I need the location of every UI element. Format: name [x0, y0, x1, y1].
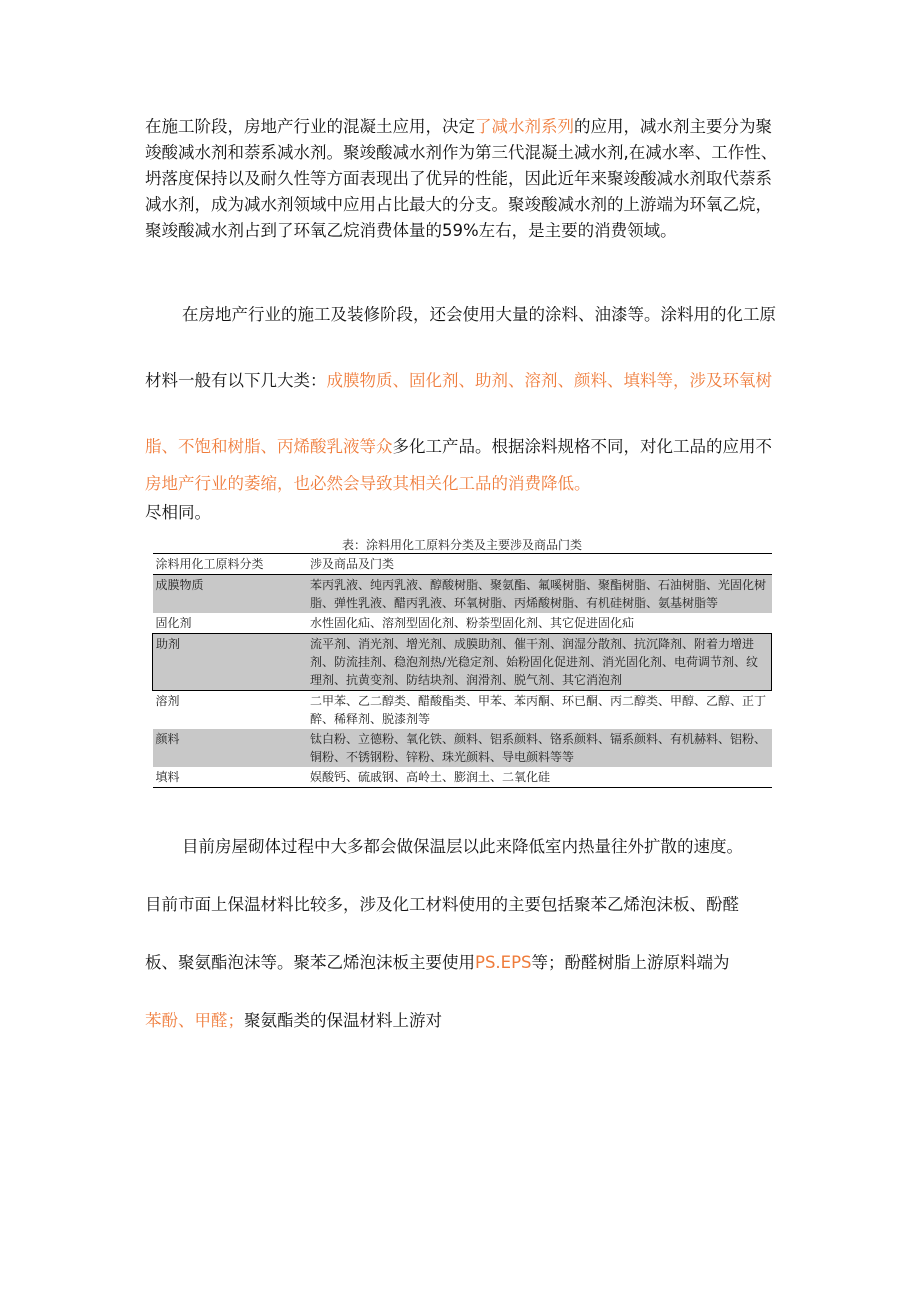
row-items: 苯丙乳液、纯丙乳液、醇酸树脂、聚氨酯、氟嗘树脂、聚酯树脂、石油树脂、光固化树脂、弹性乳液、醋丙乳液、环氧树脂、丙烯酸树脂、有机硅树脂、氨基树脂等 [307, 575, 772, 614]
row-items: 水性固化疝、溶剂型固化剂、粉荼型固化剂、其它促进固化疝 [310, 616, 635, 630]
p4-text-b: 等；酚醛树脂上游原料端为 [531, 953, 730, 972]
p1-text-b: 的应用，减水剂主要分为聚竣酸减水剂和萘系减水剂。聚竣酸减水剂作为第三代混凝土减水剂,在减水率、工作性、坍落度保持以及耐久性等方面表现出了优异的性能，因此近年来聚竣酸减水剂取代萘系减水剂，成为减水剂领域中应用占比最大的分支。聚竣酸减水剂的上游端为环氧乙烷，聚竣酸减水剂占到了环氧乙烷消费体量的59%左右，是主要的消费领域。 [145, 117, 778, 240]
table-row [153, 634, 772, 691]
p1-highlight: 了减水剂系列 [475, 117, 574, 136]
paragraph-water-reducer [145, 114, 785, 244]
table-header-row [153, 554, 772, 575]
table-row [153, 613, 772, 634]
row-category: 固化剂 [155, 616, 192, 630]
table-row [153, 575, 772, 614]
paragraph-conclusion: 房地产行业的萎缩，也必然会导致其相关化工品的消费降低。 [145, 474, 591, 493]
table-row [153, 767, 772, 788]
paragraph-coatings [145, 282, 785, 546]
row-items: 钛白粉、立德粉、氧化铁、颜料、铝系颜料、铬系颜料、镉系颜料、有机赫料、铝粉、铜粉、不锈钢粉、锌粉、珠光颜料、导电颜料等等 [307, 729, 772, 767]
p4-text-c: 聚氨酯类的保温材料上游对 [244, 1011, 442, 1030]
p4-highlight-phenol: 苯酚、甲醛； [145, 1011, 244, 1030]
row-items: 流平剂、消光剂、增光剂、成膜助剂、催干剂、润湿分散剂、抗沉降剂、附着力增进剂、防流挂剂、稳泡剂热/光稳定剂、始粉固化促进剂、消光固化剂、电荷调节剂、纹理剂、抗黄变剂、防结块剂、润滑剂、脱气剂、其它消泡剂 [307, 634, 772, 691]
coating-materials-table [152, 553, 772, 788]
row-category: 填料 [153, 767, 308, 788]
p4-highlight-ps-eps: PS.EPS [475, 953, 532, 972]
row-category: 成膜物质 [153, 575, 308, 614]
p2-text-b: 多化工产品。根据涂料规格不同，对化工品的应用不尽相同。 [145, 437, 772, 522]
row-category: 颜料 [153, 729, 308, 767]
table-row [153, 691, 772, 730]
row-category: 溶剂 [155, 694, 180, 708]
paragraph-insulation [145, 818, 745, 1050]
table-row [153, 729, 772, 767]
p1-text-a: 在施工阶段，房地产行业的混凝土应用，决定 [145, 117, 475, 136]
row-category: 助剂 [153, 634, 308, 691]
header-category: 涂料用化工原料分类 [153, 554, 308, 575]
header-items: 涉及商品及门类 [307, 554, 772, 575]
p2-text-a: 在房地产行业的施工及装修阶段，还会使用大量的涂料、油漆等。涂料用的化工原材料一般有以下几大类： [145, 305, 776, 390]
row-items: 娱酸钙、硫戚钢、高岭土、膨润土、二氧化硅 [307, 767, 772, 788]
table-caption: 表：涂料用化工原料分类及主要涉及商品门类 [341, 538, 582, 552]
p2-highlight: 成膜物质、固化剂、助剂、溶剂、颜料、填料等，涉及环氧树脂、不饱和树脂、丙烯酸乳液等众 [145, 371, 772, 456]
p4-text-a: 目前房屋砌体过程中大多都会做保温层以此来降低室内热量往外扩散的速度。目前市面上保温材料比较多，涉及化工材料使用的主要包括聚苯乙烯泡沫板、酚醛板、聚氨酯泡沫等。聚苯乙烯泡沫板主要使用 [145, 837, 743, 972]
row-items: 二甲苯、乙二醇类、醋酸酯类、甲苯、苯丙酮、环已酮、丙二醇类、甲醇、乙醇、正丁醉、稀释剂、脱漆剂等 [310, 694, 767, 726]
